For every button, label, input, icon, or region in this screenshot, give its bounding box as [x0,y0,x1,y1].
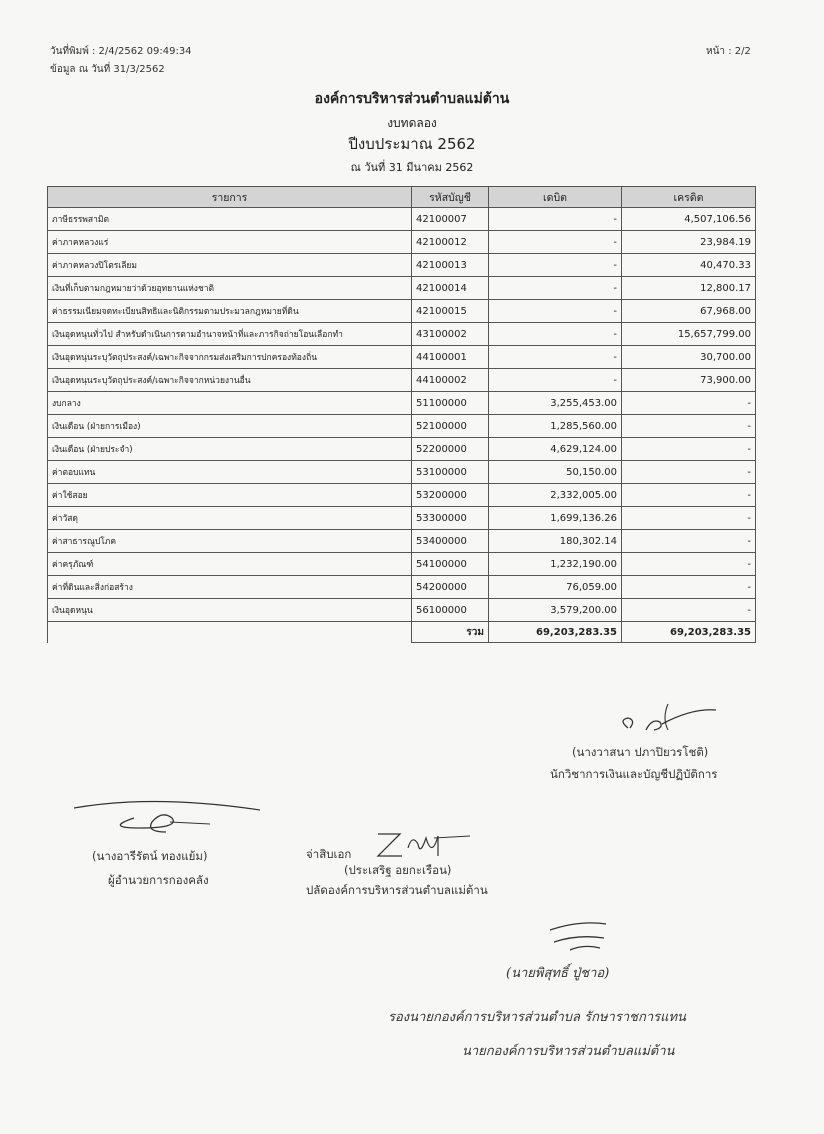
cell-account-code: 44100001 [412,346,489,369]
table-row [48,461,756,484]
cell-item-name: ค่าวัสดุ [48,507,412,530]
cell-item-name: ค่าที่ดินและสิ่งก่อสร้าง [48,576,412,599]
clerk-title: ปลัดองค์การบริหารส่วนตำบลแม่ต้าน [306,883,488,897]
table-row [48,576,756,599]
cell-debit: 1,285,560.00 [489,415,622,438]
deputy-title-line1: รองนายกองค์การบริหารส่วนตำบล รักษาราชการแทน [388,1010,686,1025]
cell-credit: 40,470.33 [622,254,756,277]
deputy-title-line2: นายกองค์การบริหารส่วนตำบลแม่ต้าน [462,1044,675,1059]
cell-debit: 1,232,190.00 [489,553,622,576]
cell-credit: - [622,576,756,599]
as-of-date: ณ วันที่ 31 มีนาคม 2562 [350,161,474,174]
cell-credit: - [622,392,756,415]
cell-item-name: ค่าครุภัณฑ์ [48,553,412,576]
cell-item-name: เงินอุดหนุนระบุวัตถุประสงค์/เฉพาะกิจจากหน่วยงานอื่น [48,369,412,392]
cell-credit: - [622,415,756,438]
cell-account-code: 54100000 [412,553,489,576]
cell-item-name: ค่าใช้สอย [48,484,412,507]
cell-credit: 15,657,799.00 [622,323,756,346]
cell-item-name: เงินอุดหนุน [48,599,412,622]
cell-account-code: 53300000 [412,507,489,530]
col-header-item: รายการ [48,187,412,208]
cell-item-name: ค่าตอบแทน [48,461,412,484]
cell-account-code: 52200000 [412,438,489,461]
deputy-signature [540,916,620,956]
cell-debit: 3,255,453.00 [489,392,622,415]
table-row [48,277,756,300]
cell-credit: - [622,599,756,622]
table-row [48,300,756,323]
fiscal-year: ปีงบประมาณ 2562 [348,135,476,153]
cell-debit: - [489,323,622,346]
total-label: รวม [412,622,489,643]
cell-account-code: 52100000 [412,415,489,438]
cell-item-name: เงินเดือน (ฝ่ายการเมือง) [48,415,412,438]
table-row [48,530,756,553]
cell-item-name: ค่าสาธารณูปโภค [48,530,412,553]
total-row [48,622,756,643]
cell-account-code: 53100000 [412,461,489,484]
org-title: องค์การบริหารส่วนตำบลแม่ต้าน [314,91,510,107]
cell-debit: - [489,231,622,254]
col-header-credit: เครดิต [622,187,756,208]
cell-account-code: 42100007 [412,208,489,231]
cell-item-name: เงินที่เก็บตามกฎหมายว่าด้วยอุทยานแห่งชาติ [48,277,412,300]
cell-credit: 73,900.00 [622,369,756,392]
table-row [48,415,756,438]
finance-director-name: (นางอารีรัตน์ ทองแย้ม) [92,849,208,863]
cell-debit: 2,332,005.00 [489,484,622,507]
cell-account-code: 51100000 [412,392,489,415]
table-row [48,507,756,530]
finance-director-title: ผู้อำนวยการกองคลัง [108,873,209,887]
deputy-name: (นายพิสุทธิ์ ปู่ชาอ) [506,966,610,981]
cell-item-name: ค่าธรรมเนียมจดทะเบียนสิทธิและนิติกรรมตามประมวลกฎหมายที่ดิน [48,300,412,323]
finance-director-signature [70,796,270,836]
cell-debit: - [489,277,622,300]
cell-account-code: 42100013 [412,254,489,277]
table-row [48,484,756,507]
cell-account-code: 56100000 [412,599,489,622]
table-row [48,208,756,231]
cell-account-code: 42100012 [412,231,489,254]
table-row [48,438,756,461]
clerk-rank: จ่าสิบเอก [306,847,352,861]
table-row [48,254,756,277]
table-row [48,392,756,415]
page-number: หน้า : 2/2 [706,46,751,57]
table-header-row [48,187,756,208]
cell-account-code: 43100002 [412,323,489,346]
cell-credit: - [622,484,756,507]
cell-item-name: เงินเดือน (ฝ่ายประจำ) [48,438,412,461]
table-row [48,346,756,369]
clerk-signature [370,826,480,866]
clerk-name: (ประเสริฐ อยกะเรือน) [344,863,452,877]
table-row [48,323,756,346]
col-header-debit: เดบิต [489,187,622,208]
total-debit: 69,203,283.35 [489,622,622,643]
cell-debit: - [489,369,622,392]
cell-debit: 3,579,200.00 [489,599,622,622]
cell-account-code: 42100014 [412,277,489,300]
cell-credit: - [622,438,756,461]
cell-item-name: เงินอุดหนุนระบุวัตถุประสงค์/เฉพาะกิจจากกรมส่งเสริมการปกครองท้องถิ่น [48,346,412,369]
cell-credit: - [622,507,756,530]
cell-debit: - [489,208,622,231]
print-date: วันที่พิมพ์ : 2/4/2562 09:49:34 [50,46,192,57]
cell-item-name: ภาษีธรรพสามิต [48,208,412,231]
table-row [48,231,756,254]
table-row [48,369,756,392]
cell-debit: 180,302.14 [489,530,622,553]
cell-item-name: ค่าภาคหลวงแร่ [48,231,412,254]
trial-balance-table [47,186,756,643]
cell-credit: - [622,530,756,553]
cell-debit: - [489,346,622,369]
col-header-code: รหัสบัญชี [412,187,489,208]
cell-credit: - [622,553,756,576]
cell-credit: 30,700.00 [622,346,756,369]
cell-credit: - [622,461,756,484]
data-date: ข้อมูล ณ วันที่ 31/3/2562 [50,64,165,75]
table-row [48,599,756,622]
doc-title: งบทดลอง [387,116,437,130]
cell-item-name: เงินอุดหนุนทั่วไป สำหรับดำเนินการตามอำนาจหน้าที่และภารกิจถ่ายโอนเลือกทำ [48,323,412,346]
cell-item-name: ค่าภาคหลวงปิโตรเลียม [48,254,412,277]
cell-account-code: 53200000 [412,484,489,507]
cell-credit: 4,507,106.56 [622,208,756,231]
cell-item-name: งบกลาง [48,392,412,415]
cell-debit: - [489,254,622,277]
cell-account-code: 44100002 [412,369,489,392]
accountant-title: นักวิชาการเงินและบัญชีปฏิบัติการ [550,767,718,781]
cell-debit: 1,699,136.26 [489,507,622,530]
cell-debit: 4,629,124.00 [489,438,622,461]
cell-debit: 76,059.00 [489,576,622,599]
total-credit: 69,203,283.35 [622,622,756,643]
cell-account-code: 53400000 [412,530,489,553]
cell-credit: 12,800.17 [622,277,756,300]
cell-debit: 50,150.00 [489,461,622,484]
accountant-name: (นางวาสนา ปภาปิยวรโชติ) [572,745,709,759]
cell-credit: 23,984.19 [622,231,756,254]
cell-account-code: 42100015 [412,300,489,323]
table-row [48,553,756,576]
cell-debit: - [489,300,622,323]
cell-account-code: 54200000 [412,576,489,599]
total-spacer [48,622,412,643]
cell-credit: 67,968.00 [622,300,756,323]
accountant-signature [610,700,720,740]
